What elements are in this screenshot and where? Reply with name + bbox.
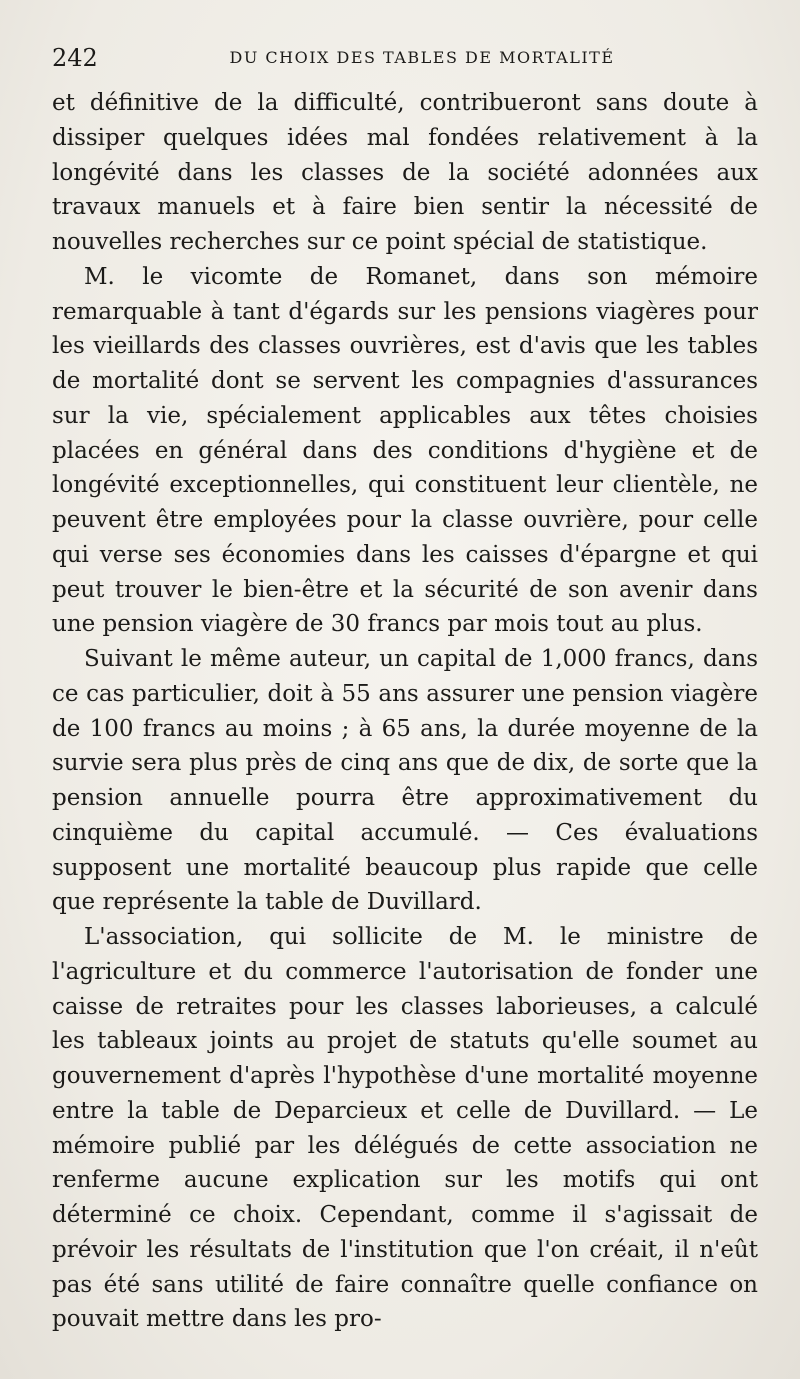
running-title: DU CHOIX DES TABLES DE MORTALITÉ xyxy=(229,48,615,67)
page-header xyxy=(52,44,752,76)
paragraph: L'association, qui sollicite de M. le ministre de l'agriculture et du commerce l'autorisation de fonder une caisse de retraites pour les classes laborieuses, a calculé les tableaux joints au projet de statuts qu'elle soumet au gouvernement d'après l'hypothèse d'une mortalité moyenne entre la table de Deparcieux et celle de Duvillard. — Le mémoire publié par les délégués de cette association ne renferme aucune explication sur les motifs qui ont déterminé ce choix. Cependant, comme il s'agissait de prévoir les résultats de l'institution que l'on créait, il n'eût pas été sans utilité de faire connaître quelle confiance on pouvait mettre dans les pro- xyxy=(52,924,758,1333)
paragraph: M. le vicomte de Romanet, dans son mémoire remarquable à tant d'égards sur les pensions viagères pour les vieillards des classes ouvrières, est d'avis que les tables de mortalité dont se servent les compagnies d'assurances sur la vie, spécialement applicables aux têtes choisies placées en général dans des conditions d'hygiène et de longévité exceptionnelles, qui constituent leur clientèle, ne peuvent être employées pour la classe ouvrière, pour celle qui verse ses économies dans les caisses d'épargne et qui peut trouver le bien-être et la sécurité de son avenir dans une pension viagère de 30 francs par mois tout au plus. xyxy=(52,263,758,638)
page-number: 242 xyxy=(52,44,98,72)
body-text xyxy=(52,86,758,1337)
paragraph: Suivant le même auteur, un capital de 1,000 francs, dans ce cas particulier, doit à 55 ans assurer une pension viagère de 100 francs au moins ; à 65 ans, la durée moyenne de la survie sera plus près de cinq ans que de dix, de sorte que la pension annuelle pourra être approximativement du cinquième du capital accumulé. — Ces évaluations supposent une mortalité beaucoup plus rapide que celle que représente la table de Duvillard. xyxy=(52,646,758,916)
paragraph: et définitive de la difficulté, contribueront sans doute à dissiper quelques idées mal fondées relativement à la longévité dans les classes de la société adonnées aux travaux manuels et à faire bien sentir la nécessité de nouvelles recherches sur ce point spécial de statistique. xyxy=(52,90,758,255)
